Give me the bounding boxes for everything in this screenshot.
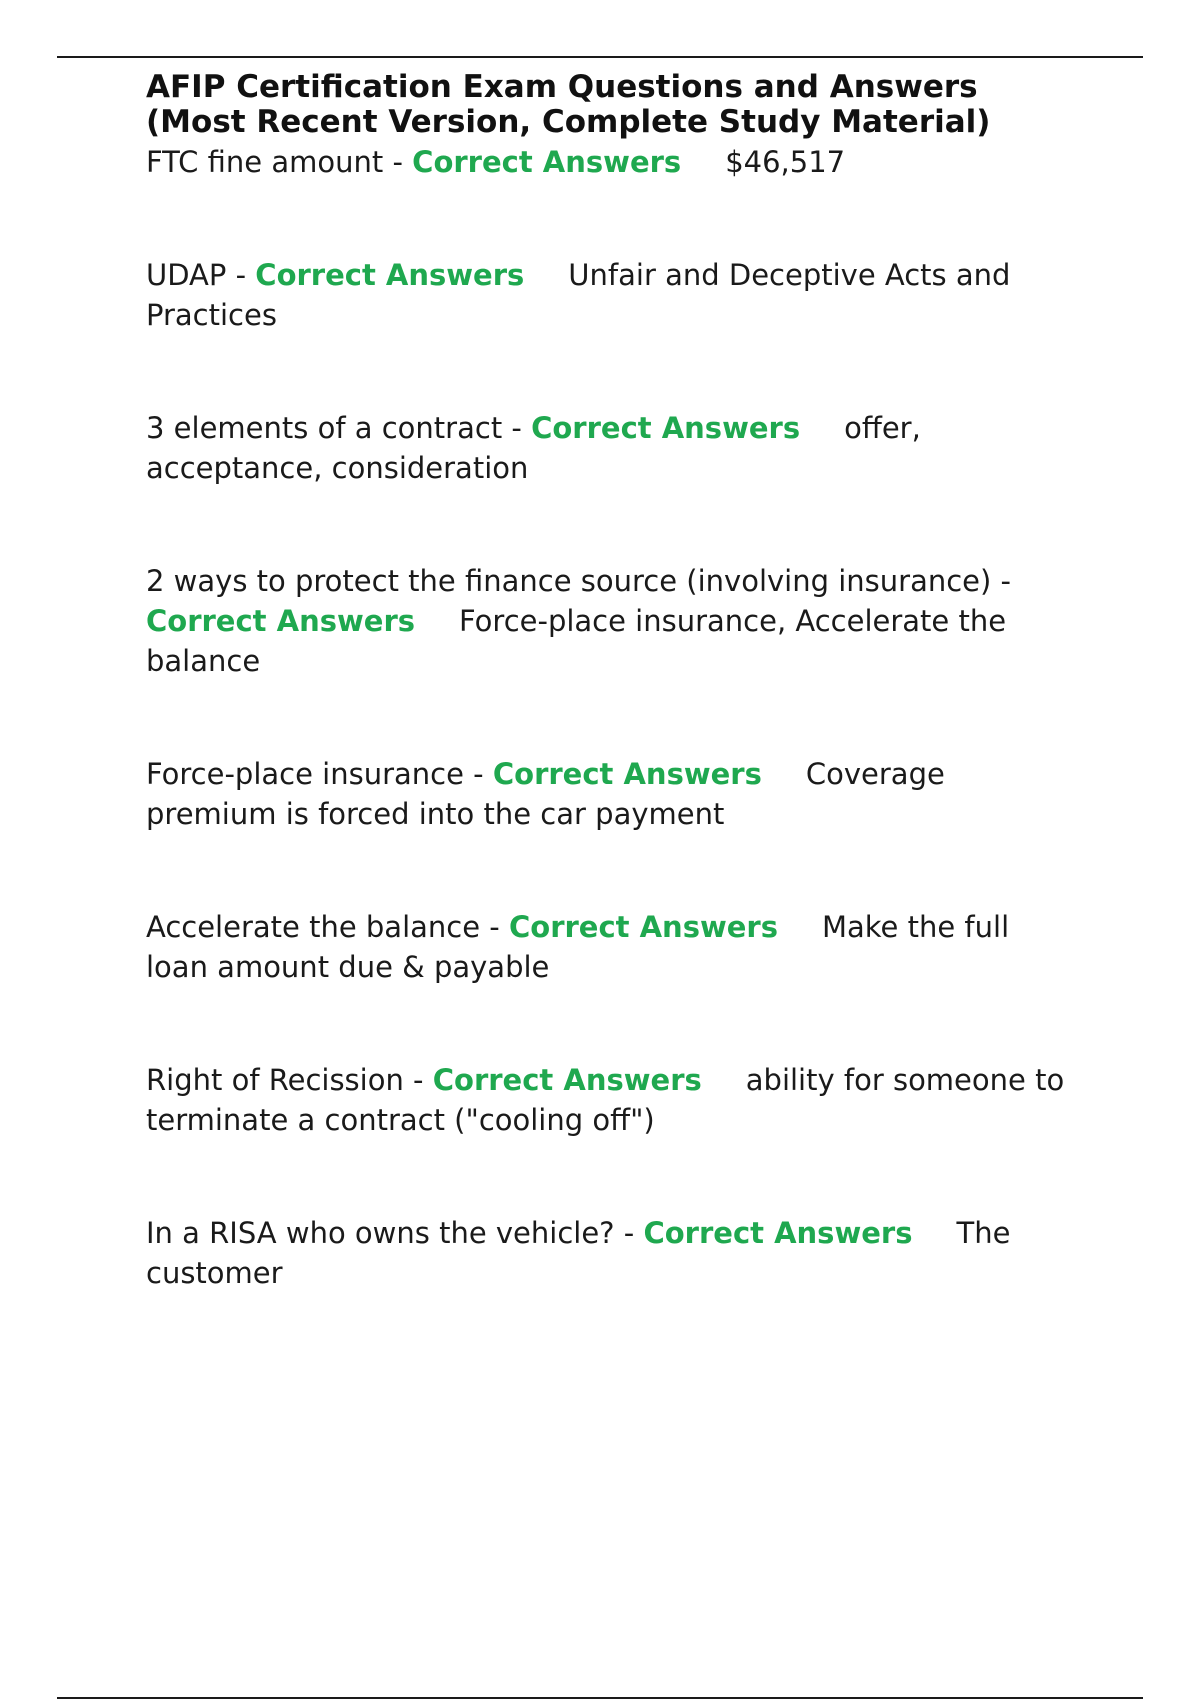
question-text: Force-place insurance: [146, 757, 464, 791]
qa-item: [146, 255, 1076, 335]
correct-answers-label: Correct Answers: [531, 411, 801, 445]
answer-text: Force-place insurance, Accelerate the balance: [146, 604, 1007, 678]
separator: -: [502, 411, 532, 445]
separator: -: [480, 910, 509, 944]
qa-item: [146, 1060, 1076, 1140]
correct-answers-label: Correct Answers: [508, 910, 778, 944]
correct-answers-label: Correct Answers: [643, 1216, 913, 1250]
question-text: 2 ways to protect the finance source (involving insurance): [146, 564, 992, 598]
question-text: Right of Recission: [146, 1063, 404, 1097]
correct-answers-label: Correct Answers: [492, 757, 762, 791]
correct-answers-label: Correct Answers: [255, 258, 525, 292]
header-rule: [57, 56, 1143, 58]
qa-item: [146, 754, 1076, 834]
document-title: AFIP Certification Exam Questions and Answers (Most Recent Version, Complete Study Material): [146, 69, 991, 140]
separator: -: [403, 1063, 433, 1097]
question-text: FTC fine amount: [146, 145, 384, 179]
answer-text: offer, acceptance, consideration: [146, 411, 921, 485]
correct-answers-label: Correct Answers: [432, 1063, 702, 1097]
qa-item: [146, 907, 1076, 987]
answer-text: ability for someone to terminate a contract ("cooling off"): [146, 1063, 1065, 1137]
answer-text: The customer: [146, 1216, 1011, 1290]
footer-rule: [57, 1697, 1143, 1699]
qa-item: [146, 561, 1076, 681]
separator: -: [614, 1216, 644, 1250]
document-body: [146, 70, 1076, 1366]
separator: -: [991, 564, 1012, 598]
separator: -: [463, 757, 493, 791]
answer-text: Coverage premium is forced into the car payment: [146, 757, 945, 831]
separator: -: [383, 145, 413, 179]
question-text: Accelerate the balance: [146, 910, 481, 944]
answer-text: Unfair and Deceptive Acts and Practices: [146, 258, 1011, 332]
separator: -: [226, 258, 256, 292]
correct-answers-label: Correct Answers: [412, 145, 682, 179]
qa-item: [146, 1213, 1076, 1293]
answer-text: Make the full loan amount due & payable: [146, 910, 1010, 984]
answer-text: $46,517: [725, 145, 846, 179]
question-text: UDAP: [146, 258, 227, 292]
question-text: In a RISA who owns the vehicle?: [146, 1216, 615, 1250]
qa-list: [146, 142, 1076, 1293]
question-text: 3 elements of a contract: [146, 411, 503, 445]
qa-item: [146, 142, 1076, 182]
qa-item: [146, 408, 1076, 488]
correct-answers-label: Correct Answers: [146, 604, 416, 638]
